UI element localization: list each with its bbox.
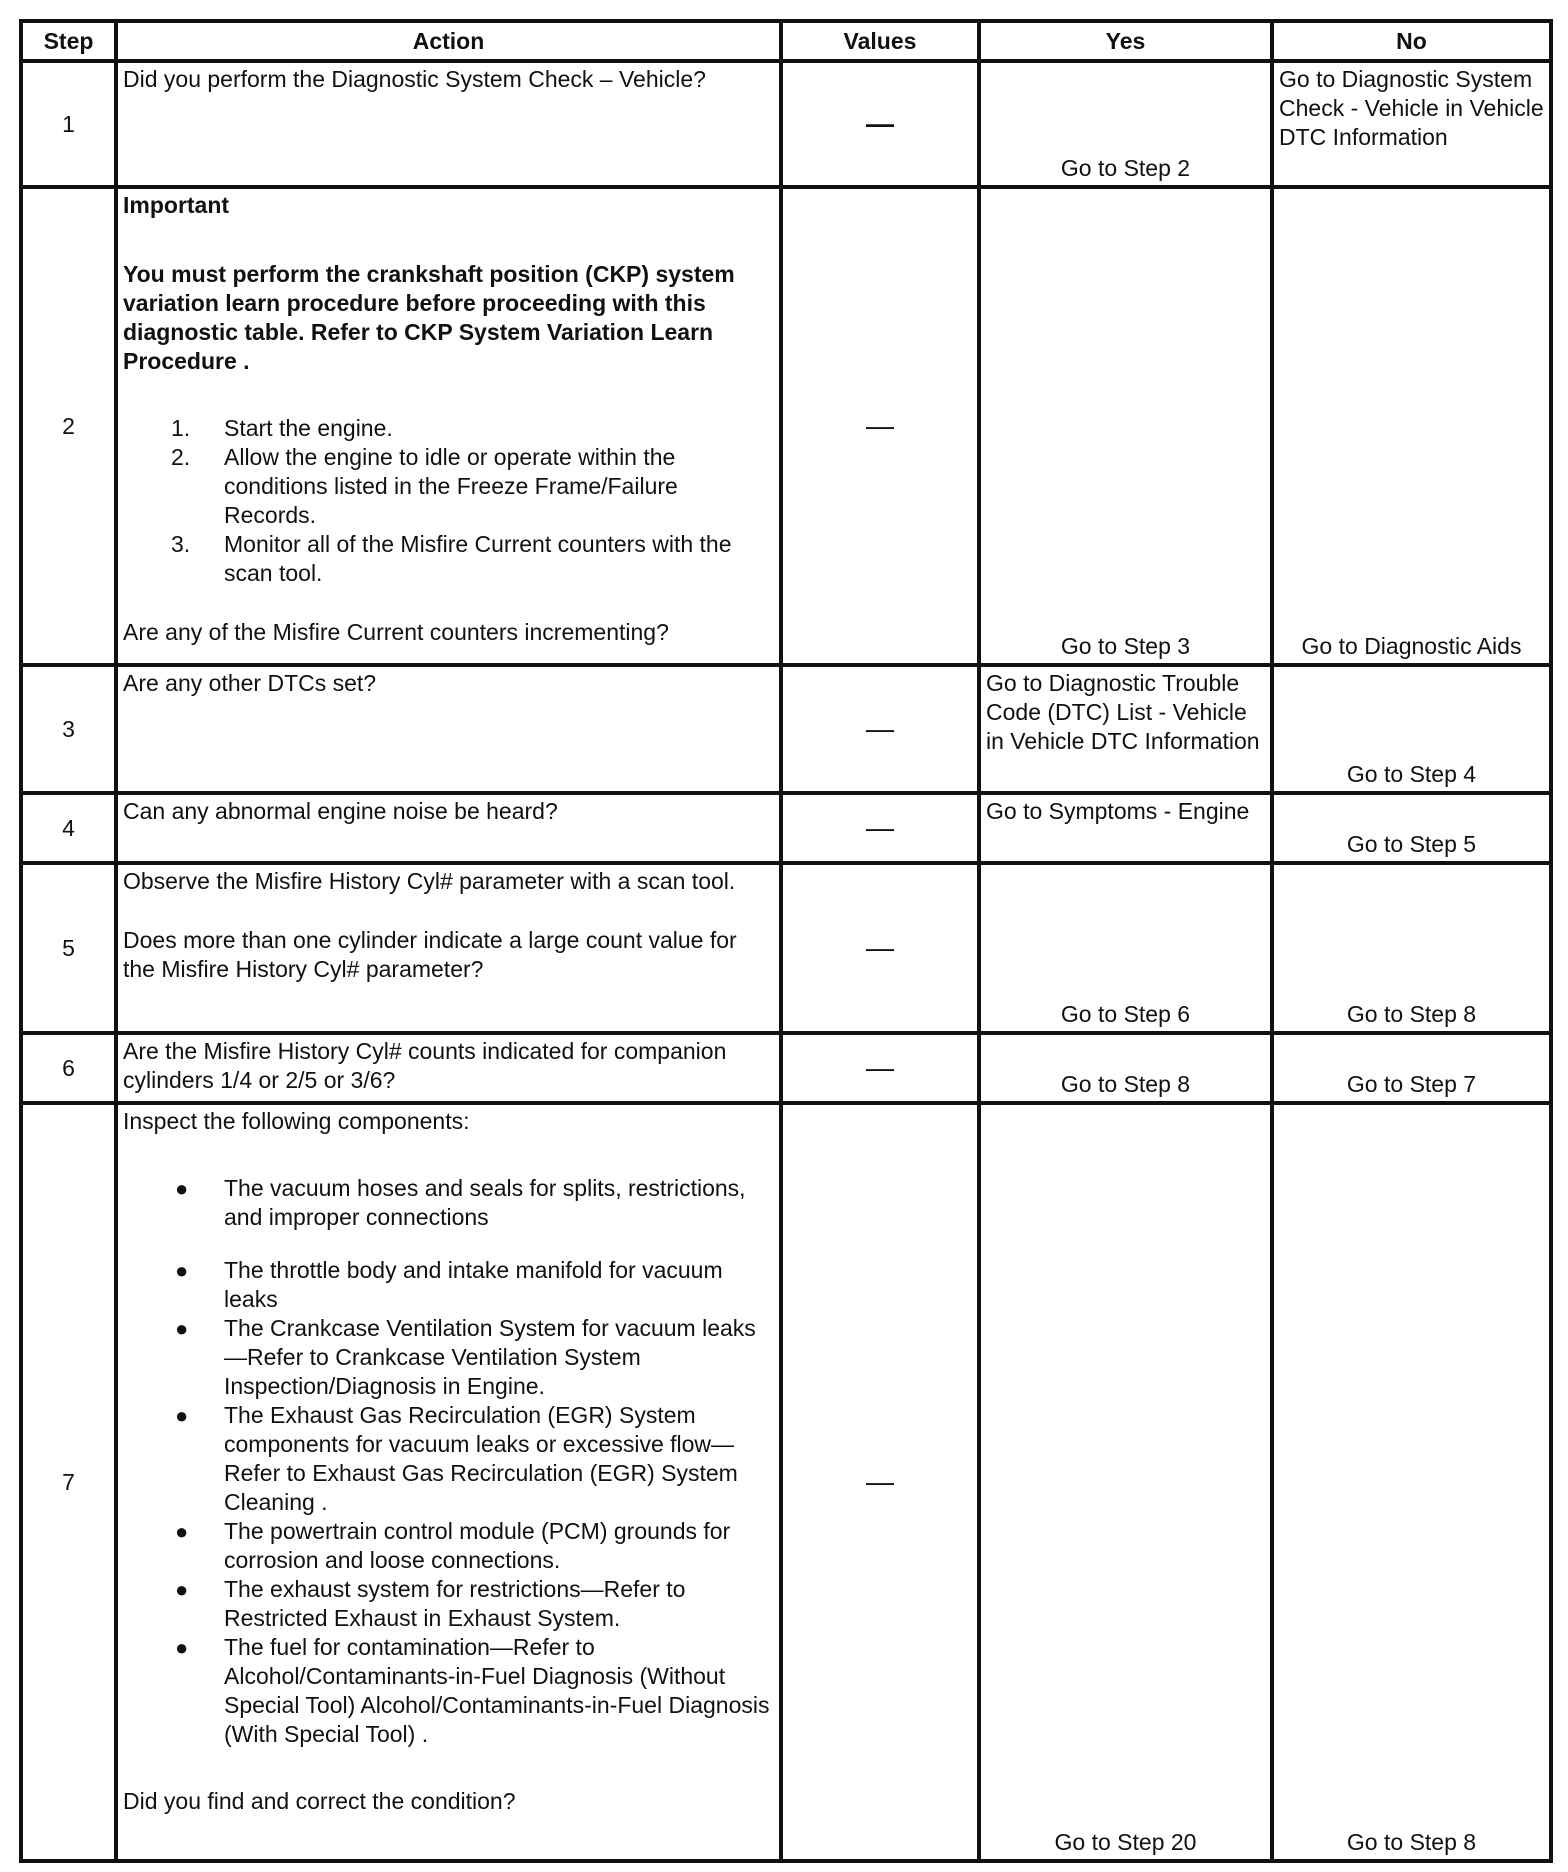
header-yes: Yes: [979, 21, 1272, 61]
action-text: Are any other DTCs set?: [116, 665, 781, 793]
step-number: 3: [21, 665, 116, 793]
action-intro: Inspect the following components:: [123, 1108, 470, 1134]
component-text: The powertrain control module (PCM) grounds for corrosion and loose connections.: [224, 1518, 731, 1573]
action-cell: [116, 863, 781, 1033]
no-link[interactable]: Go to Diagnostic Aids: [1272, 187, 1551, 665]
component-text: The vacuum hoses and seals for splits, restrictions, and improper connections: [224, 1175, 746, 1230]
list-item: [123, 1575, 774, 1633]
substep-number: 2.: [171, 444, 191, 470]
values-cell: [781, 863, 979, 1033]
yes-link[interactable]: Go to Step 2: [979, 61, 1272, 187]
table-row: [21, 187, 1551, 665]
no-link[interactable]: Go to Step 4: [1272, 665, 1551, 793]
values-cell: [781, 665, 979, 793]
bullet-icon: ●: [175, 1519, 189, 1544]
bullet-icon: ●: [175, 1403, 189, 1428]
table-row: [21, 665, 1551, 793]
yes-link[interactable]: Go to Step 20: [979, 1103, 1272, 1861]
yes-link[interactable]: Go to Step 3: [979, 187, 1272, 665]
table-row: [21, 1033, 1551, 1103]
action-text: Can any abnormal engine noise be heard?: [116, 793, 781, 863]
yes-link[interactable]: Go to Symptoms - Engine: [979, 793, 1272, 863]
table-row: [21, 863, 1551, 1033]
list-item: [123, 1256, 774, 1314]
action-cell: [116, 187, 781, 665]
component-text: The exhaust system for restrictions—Refer to Restricted Exhaust in Exhaust System.: [224, 1576, 686, 1631]
important-title: Important: [123, 192, 230, 218]
no-link[interactable]: Go to Diagnostic System Check - Vehicle in Vehicle DTC Information: [1272, 61, 1551, 187]
step-number: 6: [21, 1033, 116, 1103]
action-text: Did you perform the Diagnostic System Check – Vehicle?: [116, 61, 781, 187]
bullet-icon: ●: [175, 1316, 189, 1341]
value-dash: —: [866, 107, 894, 139]
value-dash: —: [866, 811, 894, 843]
bullet-icon: ●: [175, 1635, 189, 1660]
list-item: [123, 1174, 774, 1232]
header-step: Step: [21, 21, 116, 61]
no-link[interactable]: Go to Step 7: [1272, 1033, 1551, 1103]
values-cell: [781, 793, 979, 863]
list-item: [123, 1401, 774, 1517]
yes-link[interactable]: Go to Step 8: [979, 1033, 1272, 1103]
action-text: Observe the Misfire History Cyl# parameter with a scan tool.: [123, 868, 736, 894]
value-dash: —: [866, 712, 894, 744]
values-cell: [781, 187, 979, 665]
no-link[interactable]: Go to Step 8: [1272, 863, 1551, 1033]
value-dash: —: [866, 1465, 894, 1497]
step-number: 4: [21, 793, 116, 863]
value-dash: —: [866, 1051, 894, 1083]
values-cell: [781, 1033, 979, 1103]
component-text: The fuel for contamination—Refer to Alcohol/Contaminants-in-Fuel Diagnosis (Without Special Tool) Alcohol/Contaminants-in-Fuel Diagnosis (With Special Tool) .: [224, 1634, 770, 1747]
list-item: [123, 414, 774, 443]
substep-number: 3.: [171, 531, 191, 557]
action-cell: [116, 1103, 781, 1861]
bullet-icon: ●: [175, 1577, 189, 1602]
table-row: [21, 1103, 1551, 1861]
substep-text: Start the engine.: [224, 415, 393, 441]
substep-list: [123, 414, 774, 588]
important-note: You must perform the crankshaft position (CKP) system variation learn procedure before proceeding with this diagnostic table. Refer to CKP System Variation Learn Procedure .: [123, 261, 735, 374]
substep-number: 1.: [171, 415, 191, 441]
header-no: No: [1272, 21, 1551, 61]
yes-link[interactable]: Go to Diagnostic Trouble Code (DTC) List - Vehicle in Vehicle DTC Information: [979, 665, 1272, 793]
diagnostic-table: [19, 19, 1553, 1863]
value-dash: —: [866, 409, 894, 441]
component-text: The throttle body and intake manifold for vacuum leaks: [224, 1257, 723, 1312]
bullet-icon: ●: [175, 1176, 189, 1201]
bullet-icon: ●: [175, 1258, 189, 1283]
component-text: The Exhaust Gas Recirculation (EGR) System components for vacuum leaks or excessive flow—Refer to Exhaust Gas Recirculation (EGR) System Cleaning .: [224, 1402, 738, 1515]
component-list: [123, 1174, 774, 1749]
list-item: [123, 1314, 774, 1401]
header-row: [21, 21, 1551, 61]
action-text: Are the Misfire History Cyl# counts indicated for companion cylinders 1/4 or 2/5 or 3/6?: [116, 1033, 781, 1103]
value-dash: —: [866, 931, 894, 963]
step-number: 1: [21, 61, 116, 187]
yes-link[interactable]: Go to Step 6: [979, 863, 1272, 1033]
list-item: [123, 443, 774, 530]
table-row: [21, 61, 1551, 187]
header-values: Values: [781, 21, 979, 61]
table-row: [21, 793, 1551, 863]
action-question: Are any of the Misfire Current counters incrementing?: [123, 619, 669, 645]
step-number: 2: [21, 187, 116, 665]
action-question: Did you find and correct the condition?: [123, 1788, 516, 1814]
list-item: [123, 530, 774, 588]
values-cell: [781, 1103, 979, 1861]
substep-text: Allow the engine to idle or operate within the conditions listed in the Freeze Frame/Failure Records.: [224, 444, 678, 528]
values-cell: [781, 61, 979, 187]
list-item: [123, 1633, 774, 1749]
step-number: 5: [21, 863, 116, 1033]
header-action: Action: [116, 21, 781, 61]
step-number: 7: [21, 1103, 116, 1861]
no-link[interactable]: Go to Step 8: [1272, 1103, 1551, 1861]
list-item: [123, 1517, 774, 1575]
no-link[interactable]: Go to Step 5: [1272, 793, 1551, 863]
action-question: Does more than one cylinder indicate a large count value for the Misfire History Cyl# parameter?: [123, 927, 737, 982]
substep-text: Monitor all of the Misfire Current counters with the scan tool.: [224, 531, 732, 586]
component-text: The Crankcase Ventilation System for vacuum leaks—Refer to Crankcase Ventilation System Inspection/Diagnosis in Engine.: [224, 1315, 756, 1399]
